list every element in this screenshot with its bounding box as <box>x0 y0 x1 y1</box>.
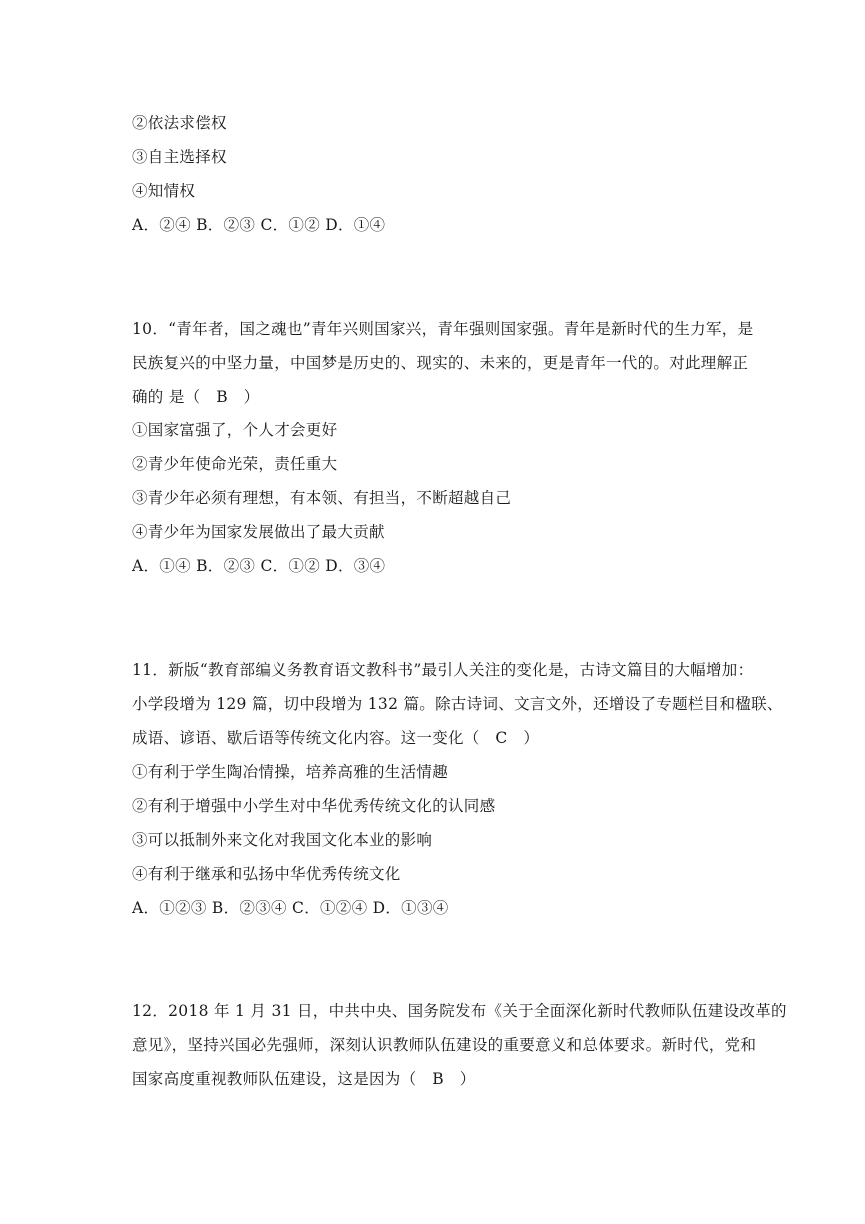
q12-stem-line-1: 12．2018 年 1 月 31 日，中共中央、国务院发布《关于全面深化新时代教师队伍建设改革的 <box>132 1002 787 1020</box>
q10-answer-choices: A．①④ B．②③ C．①② D．③④ <box>132 557 386 575</box>
q10-stem-line-1: 10．“青年者，国之魂也”青年兴则国家兴，青年强则国家强。青年是新时代的生力军，是 <box>132 320 754 338</box>
q9-option-3: ③自主选择权 <box>132 148 227 166</box>
q11-option-2: ②有利于增强中小学生对中华优秀传统文化的认同感 <box>132 797 496 815</box>
q10-option-1: ①国家富强了，个人才会更好 <box>132 421 338 439</box>
q11-option-1: ①有利于学生陶冶情操，培养高雅的生活情趣 <box>132 763 449 781</box>
q9-answer-choices: A．②④ B．②③ C．①② D．①④ <box>132 216 386 234</box>
q11-stem-line-3: 成语、谚语、歇后语等传统文化内容。这一变化（ C ） <box>132 729 540 747</box>
q9-option-4: ④知情权 <box>132 182 196 200</box>
q10-option-3: ③青少年必须有理想，有本领、有担当，不断超越自己 <box>132 489 512 507</box>
q11-option-4: ④有利于继承和弘扬中华优秀传统文化 <box>132 865 401 883</box>
q9-option-2: ②依法求偿权 <box>132 114 227 132</box>
q11-stem-line-2: 小学段增为 129 篇，切中段增为 132 篇。除古诗词、文言文外，还增设了专题栏目和楹联、 <box>132 695 783 713</box>
q10-option-2: ②青少年使命光荣，责任重大 <box>132 455 338 473</box>
q12-stem-line-2: 意见》，坚持兴国必先强师，深刻认识教师队伍建设的重要意义和总体要求。新时代，党和 <box>132 1036 757 1054</box>
q11-answer-choices: A．①②③ B．②③④ C．①②④ D．①③④ <box>132 899 449 917</box>
q10-stem-line-2: 民族复兴的中坚力量，中国梦是历史的、现实的、未来的，更是青年一代的。对此理解正 <box>132 354 749 372</box>
q11-stem-line-1: 11．新版“教育部编义务教育语文教科书”最引人关注的变化是，古诗文篇目的大幅增加： <box>132 661 754 679</box>
q10-stem-line-3: 确的 是（ B ） <box>132 388 260 406</box>
q12-stem-line-3: 国家高度重视教师队伍建设，这是因为（ B ） <box>132 1070 476 1088</box>
q10-option-4: ④青少年为国家发展做出了最大贡献 <box>132 523 385 541</box>
q11-option-3: ③可以抵制外来文化对我国文化本业的影响 <box>132 831 433 849</box>
